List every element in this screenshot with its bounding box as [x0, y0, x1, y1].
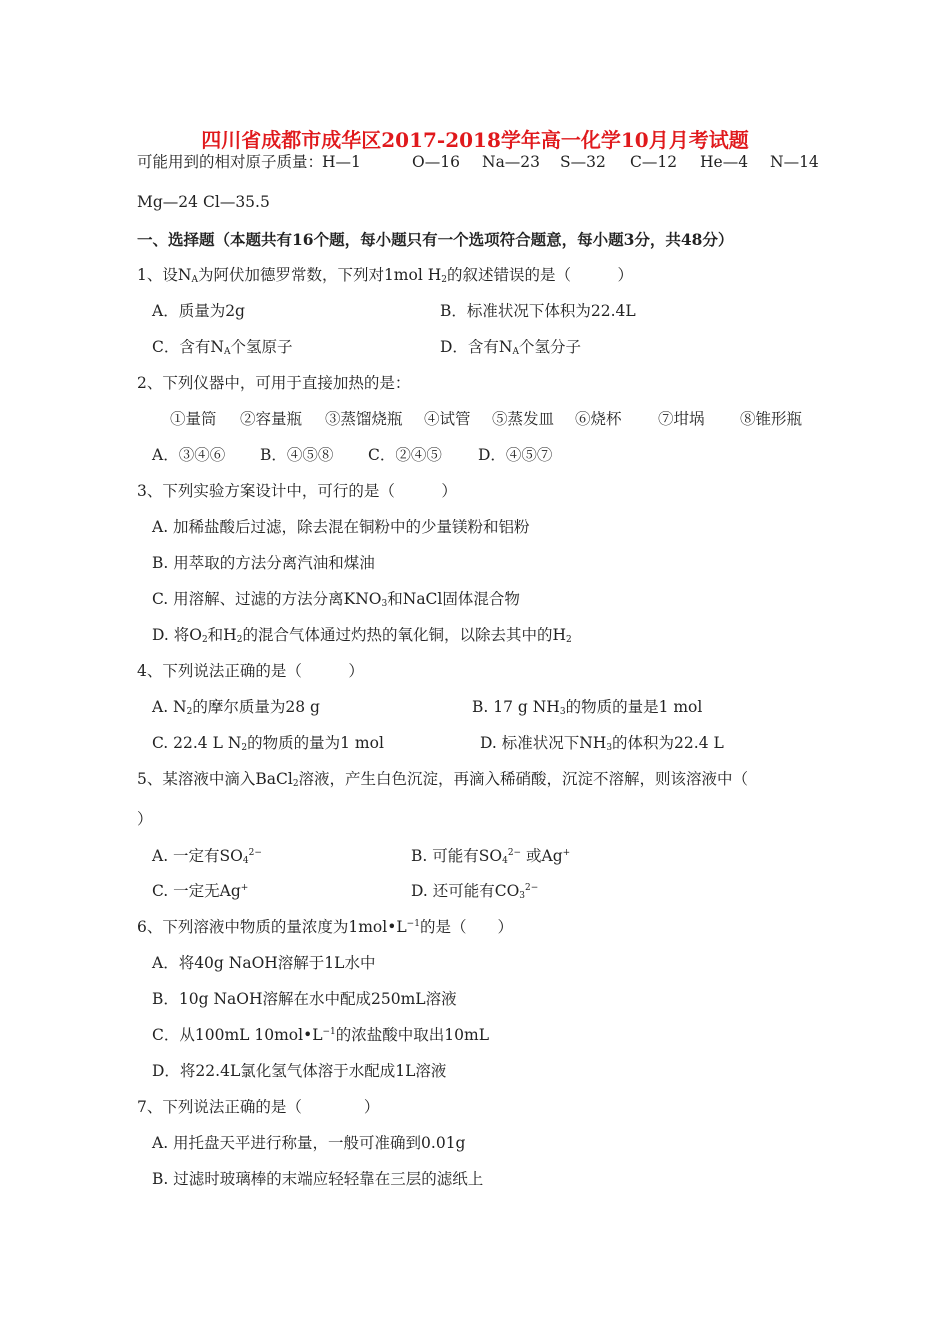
- question-3-option-c: [152, 589, 520, 609]
- apparatus-item-5: ⑤蒸发皿: [492, 410, 555, 428]
- option-text: C．从100mL 10mol•L: [152, 1026, 323, 1044]
- apparatus-item-1: ①量筒: [170, 410, 217, 428]
- superscript: +: [562, 848, 571, 858]
- option-text: 的体积为22.4 L: [612, 734, 724, 752]
- apparatus-item-2: ②容量瓶: [240, 410, 303, 428]
- question-6-option-d: D．将22.4L氯化氢气体溶于水配成1L溶液: [152, 1062, 447, 1080]
- question-4-option-c: [152, 733, 384, 753]
- question-2-option-c: C．②④⑤: [368, 446, 442, 464]
- option-text: 的浓盐酸中取出10mL: [335, 1026, 490, 1044]
- atomic-mass-h: H—1: [322, 153, 361, 171]
- option-text: C. 用溶解、过滤的方法分离KNO: [152, 590, 382, 608]
- option-text: 的物质的量为1 mol: [247, 734, 384, 752]
- subscript: A: [512, 347, 519, 357]
- subscript: 3: [606, 743, 613, 753]
- option-text: D. 将O: [152, 626, 202, 644]
- stem-text: 的是（ ）: [419, 918, 513, 936]
- option-text: A. 一定有SO: [152, 847, 243, 865]
- apparatus-item-8: ⑧锥形瓶: [740, 410, 803, 428]
- question-4-stem: 4、下列说法正确的是（ ）: [137, 662, 364, 680]
- stem-text: 为阿伏加德罗常数，下列对1mol H: [197, 266, 442, 284]
- option-text: 或Ag: [521, 847, 563, 865]
- question-5-stem-end: ）: [137, 810, 153, 828]
- superscript: −1: [322, 1027, 336, 1037]
- question-5-option-c: [152, 881, 248, 901]
- section-heading: 一、选择题（本题共有16个题，每小题只有一个选项符合题意，每小题3分，共48分）: [137, 230, 734, 249]
- subscript: 2: [292, 779, 299, 789]
- option-text: 的摩尔质量为28 g: [192, 698, 320, 716]
- question-6-option-c: [152, 1025, 489, 1045]
- superscript: 2−: [507, 848, 522, 858]
- option-text: D．含有N: [440, 338, 513, 356]
- apparatus-item-7: ⑦坩埚: [658, 410, 705, 428]
- stem-text: 1、设N: [137, 266, 192, 284]
- atomic-mass-cl: Cl—35.5: [203, 193, 270, 211]
- question-3-option-b: B. 用萃取的方法分离汽油和煤油: [152, 554, 375, 572]
- option-text: 个氢分子: [519, 338, 582, 356]
- question-5-stem: [137, 769, 748, 789]
- option-text: 个氢原子: [230, 338, 293, 356]
- subscript: A: [191, 275, 198, 285]
- superscript: −1: [406, 919, 420, 929]
- subscript: 2: [565, 635, 572, 645]
- question-7-option-a: A. 用托盘天平进行称量，一般可准确到0.01g: [152, 1134, 466, 1152]
- atomic-mass-mg: Mg—24: [137, 193, 199, 211]
- question-7-option-b: B. 过滤时玻璃棒的末端应轻轻靠在三层的滤纸上: [152, 1170, 484, 1188]
- atomic-mass-n: N—14: [770, 153, 819, 171]
- question-4-option-d: [480, 733, 724, 753]
- question-1-option-b: B．标准状况下体积为22.4L: [440, 302, 636, 320]
- atomic-mass-o: O—16: [412, 153, 460, 171]
- option-text: 的物质的量是1 mol: [565, 698, 703, 716]
- question-1-option-d: [440, 337, 581, 357]
- subscript: 2: [241, 743, 248, 753]
- question-3-option-d: [152, 625, 572, 645]
- superscript: +: [240, 883, 249, 893]
- subscript: 2: [441, 275, 447, 285]
- option-text: C. 22.4 L N: [152, 734, 242, 752]
- subscript: 3: [559, 707, 566, 717]
- page-title: 四川省成都市成华区2017-2018学年高一化学10月月考试题: [201, 128, 749, 152]
- stem-text: 6、下列溶液中物质的量浓度为1mol•L: [137, 918, 407, 936]
- subscript: A: [223, 347, 231, 357]
- apparatus-item-4: ④试管: [424, 410, 471, 428]
- atomic-mass-c: C—12: [630, 153, 678, 171]
- subscript: 2: [201, 635, 208, 645]
- question-1-stem: [137, 265, 633, 285]
- option-text: D. 标准状况下NH: [480, 734, 607, 752]
- question-1-option-a: A．质量为2g: [152, 302, 245, 320]
- question-4-option-a: [152, 697, 320, 717]
- subscript: 2: [186, 707, 193, 717]
- subscript: 2: [236, 635, 243, 645]
- question-7-stem: 7、下列说法正确的是（ ）: [137, 1098, 380, 1116]
- subscript: 4: [502, 856, 508, 866]
- stem-text: 5、某溶液中滴入BaCl: [137, 770, 293, 788]
- question-2-option-b: B．④⑤⑧: [260, 446, 334, 464]
- question-2-stem: 2、下列仪器中，可用于直接加热的是：: [137, 374, 411, 392]
- question-6-option-a: A．将40g NaOH溶解于1L水中: [152, 954, 376, 972]
- stem-text: 溶液，产生白色沉淀，再滴入稀硝酸，沉淀不溶解，则该溶液中（: [298, 770, 749, 788]
- question-3-stem: 3、下列实验方案设计中，可行的是（ ）: [137, 482, 457, 500]
- option-text: D. 还可能有CO: [411, 882, 520, 900]
- option-text: C．含有N: [152, 338, 224, 356]
- question-4-option-b: [472, 697, 702, 717]
- stem-text: 的叙述错误的是（ ）: [446, 266, 633, 284]
- question-5-option-b: [411, 846, 570, 866]
- subscript: 3: [381, 599, 388, 609]
- apparatus-item-3: ③蒸馏烧瓶: [325, 410, 403, 428]
- option-text: A. N: [152, 698, 187, 716]
- option-text: B. 17 g NH: [472, 698, 560, 716]
- question-5-option-a: [152, 846, 262, 866]
- atomic-mass-na: Na—23: [482, 153, 541, 171]
- question-1-option-c: [152, 337, 292, 357]
- option-text: 和NaCl固体混合物: [387, 590, 520, 608]
- question-6-option-b: B．10g NaOH溶解在水中配成250mL溶液: [152, 990, 457, 1008]
- question-6-stem: [137, 917, 513, 937]
- question-2-option-a: A．③④⑥: [152, 446, 226, 464]
- apparatus-item-6: ⑥烧杯: [575, 410, 622, 428]
- option-text: C. 一定无Ag: [152, 882, 241, 900]
- option-text: 和H: [207, 626, 237, 644]
- option-text: 的混合气体通过灼热的氧化铜，以除去其中的H: [242, 626, 566, 644]
- option-text: B. 可能有SO: [411, 847, 503, 865]
- question-5-option-d: [411, 881, 538, 901]
- subscript: 3: [519, 891, 526, 901]
- question-3-option-a: A. 加稀盐酸后过滤，除去混在铜粉中的少量镁粉和铝粉: [152, 518, 530, 536]
- subscript: 4: [242, 856, 249, 866]
- atomic-mass-s: S—32: [560, 153, 606, 171]
- superscript: 2−: [525, 883, 539, 893]
- atomic-mass-he: He—4: [700, 153, 749, 171]
- atomic-mass-intro: 可能用到的相对原子质量：: [137, 153, 324, 171]
- question-2-option-d: D．④⑤⑦: [478, 446, 553, 464]
- superscript: 2−: [248, 848, 262, 858]
